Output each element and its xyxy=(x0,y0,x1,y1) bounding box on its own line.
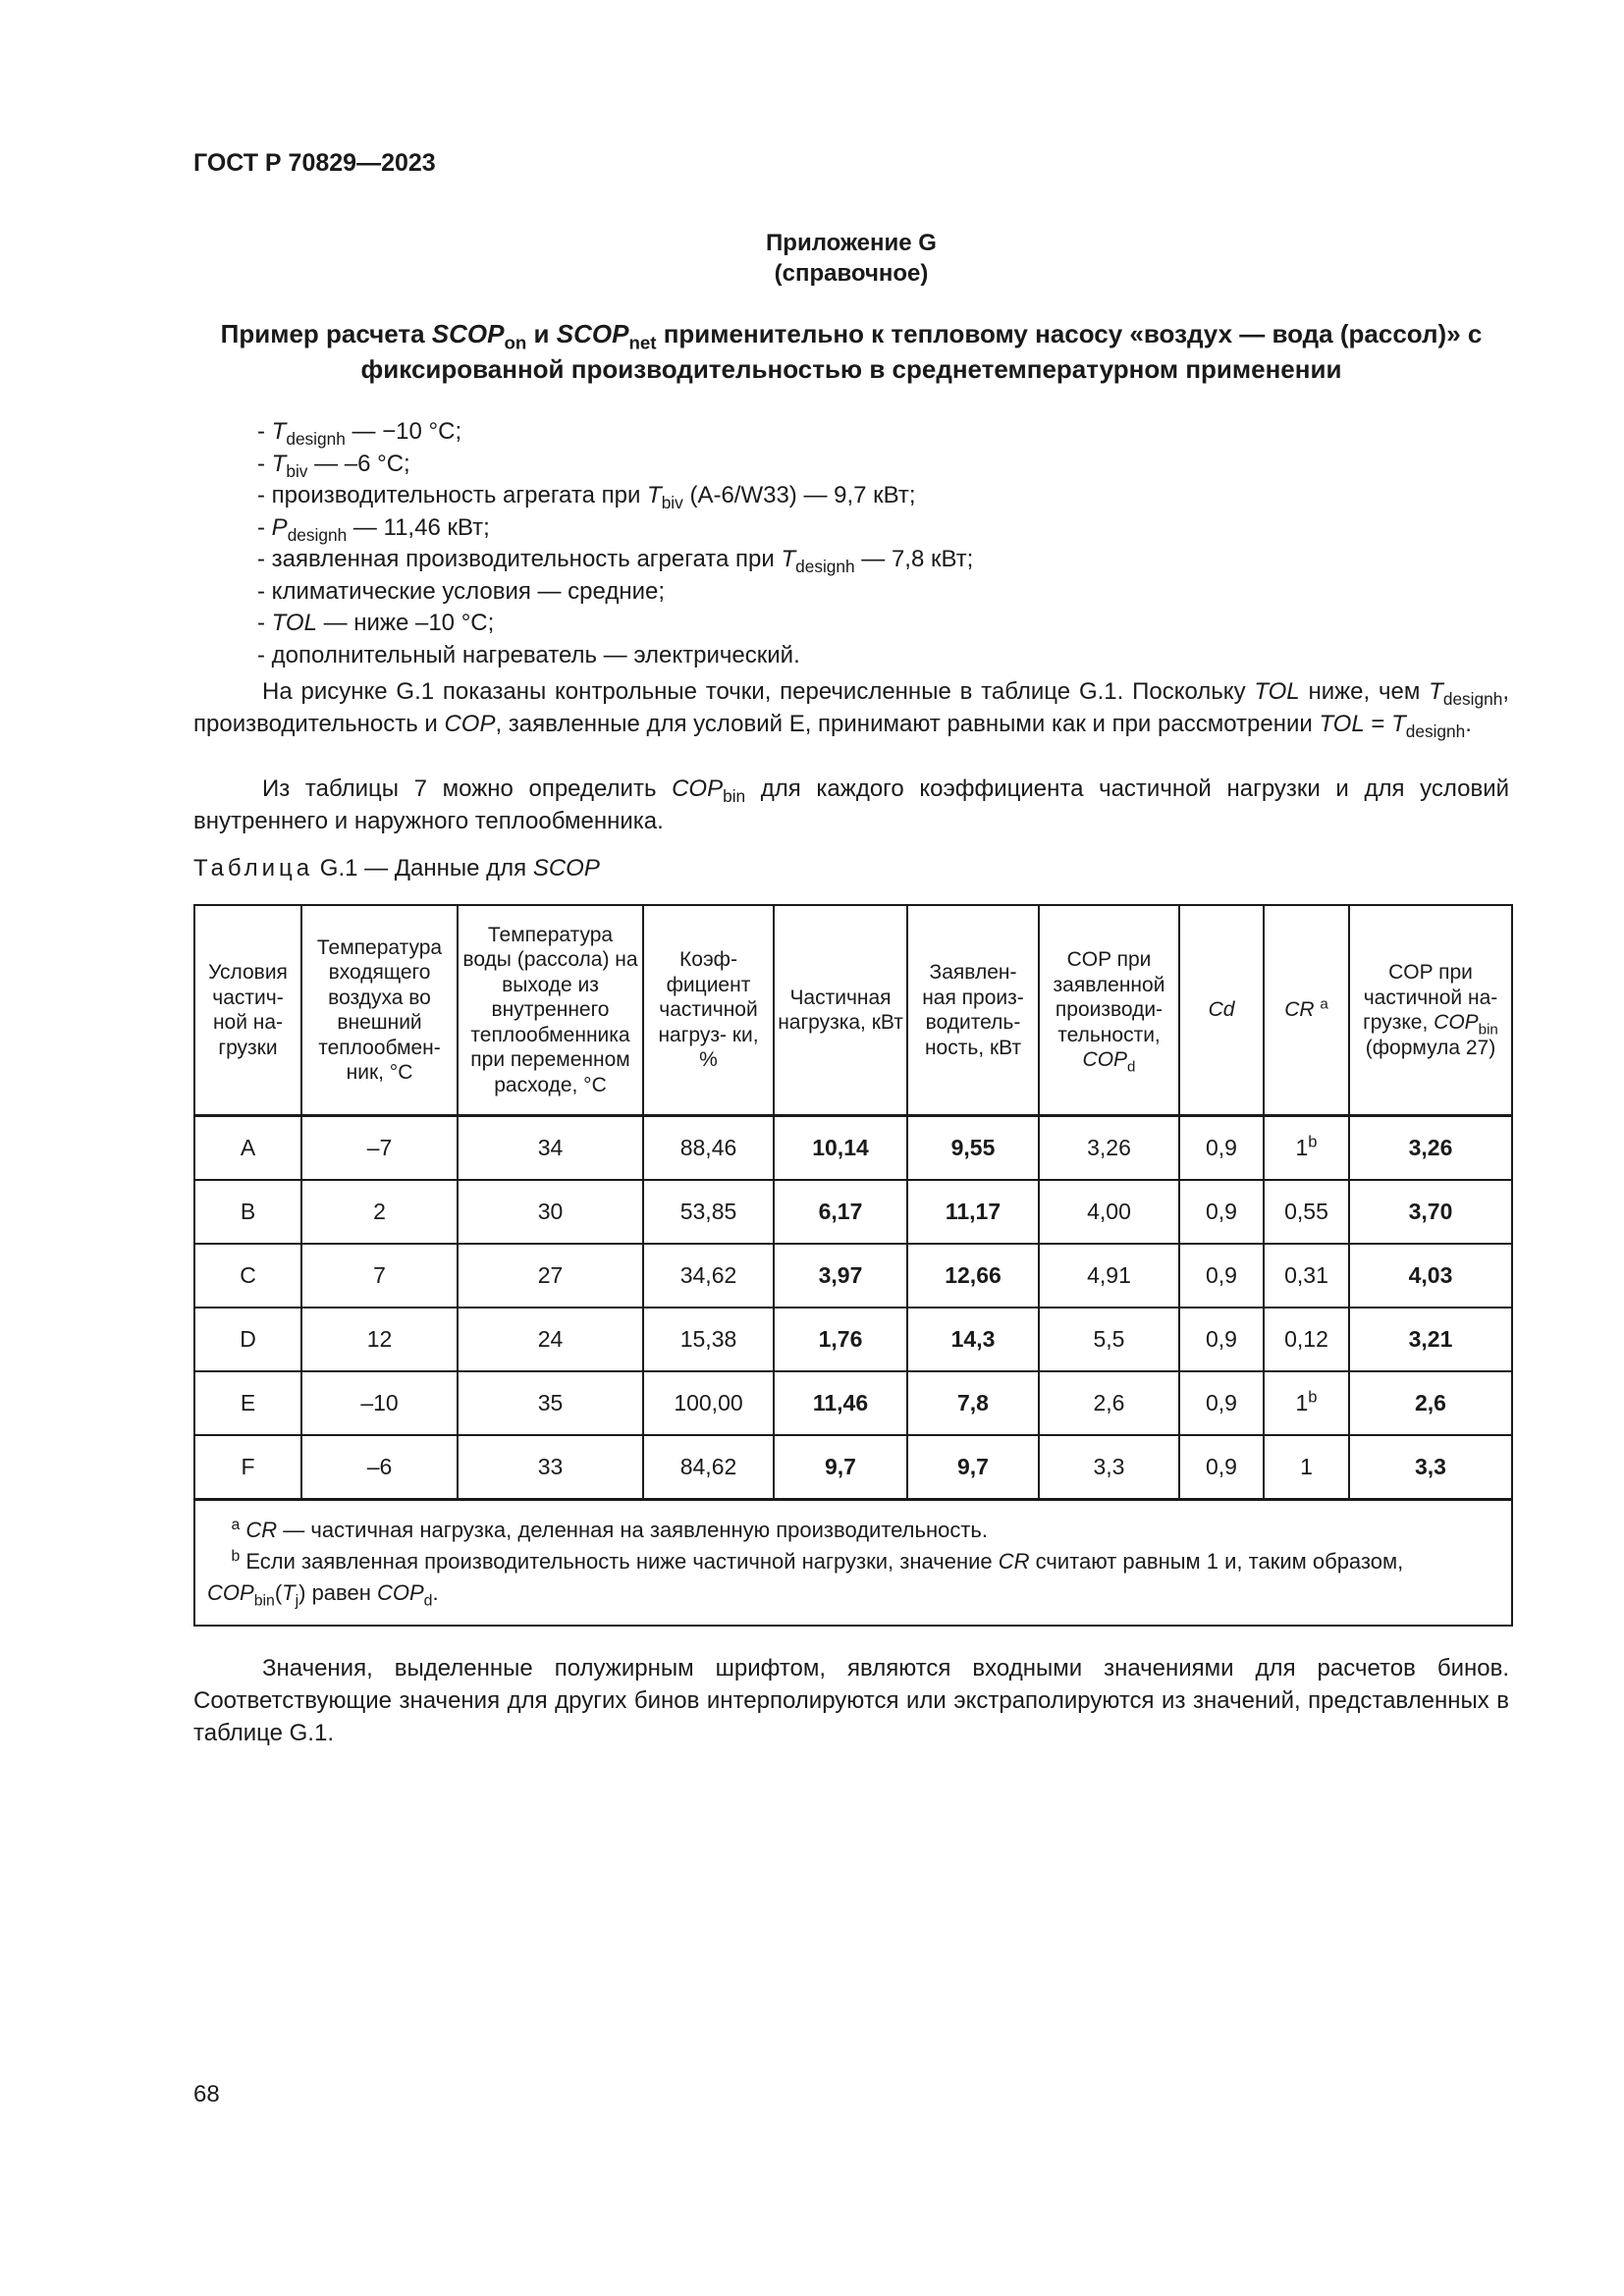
header-conditions: Условия частич- ной на- грузки xyxy=(194,905,301,1116)
cell-copbin: 3,3 xyxy=(1349,1435,1512,1500)
cell-cr: 1 xyxy=(1264,1435,1349,1500)
table-row xyxy=(194,1180,1512,1244)
cell-cond: C xyxy=(194,1244,301,1308)
cell-cd: 0,9 xyxy=(1179,1180,1264,1244)
cell-cd: 0,9 xyxy=(1179,1371,1264,1435)
list-item: - TOL — ниже –10 °C; xyxy=(257,610,495,636)
note-a: $^a$ CR — частичная нагрузка, деленная на заявленную производительность. xyxy=(231,1517,989,1542)
table-notes-row xyxy=(194,1500,1512,1627)
table-row xyxy=(194,1308,1512,1371)
cell-air: –7 xyxy=(301,1116,458,1181)
cell-cap: 7,8 xyxy=(907,1371,1039,1435)
cell-load: 3,97 xyxy=(774,1244,907,1308)
cell-cr: 1$^b$ xyxy=(1264,1371,1349,1435)
header-cr: CR $^a$ xyxy=(1264,905,1349,1116)
table-row xyxy=(194,1244,1512,1308)
cell-copd: 4,91 xyxy=(1039,1244,1179,1308)
cell-copd: 5,5 xyxy=(1039,1308,1179,1371)
annex-title: Приложение G xyxy=(766,230,937,256)
cell-cr: 0,55 xyxy=(1264,1180,1349,1244)
cell-cond: B xyxy=(194,1180,301,1244)
cell-ratio: 84,62 xyxy=(643,1435,774,1500)
table-row xyxy=(194,1435,1512,1500)
cell-cr: 0,31 xyxy=(1264,1244,1349,1308)
header-air-temp: Температура входящего воздуха во внешний теплообмен- ник, °С xyxy=(301,905,458,1116)
list-item: - климатические условия — средние; xyxy=(257,577,666,605)
cell-cond: F xyxy=(194,1435,301,1500)
page-number: 68 xyxy=(193,2081,220,2108)
cell-water: 27 xyxy=(458,1244,643,1308)
paragraph-bold-values-note: Значения, выделенные полужирным шрифтом, являются входными значениями для расчетов бинов. Соответствующие значения для других бинов интерполируются или экстраполируются из значений, представленных в таблице G.1. xyxy=(193,1655,1509,1746)
cell-copbin: 2,6 xyxy=(1349,1371,1512,1435)
scop-data-table xyxy=(193,904,1513,1627)
header-part-load: Частичная нагрузка, кВт xyxy=(774,905,907,1116)
header-cop-declared: COP при заявленной производи- тельности, $COP_d$ xyxy=(1039,905,1179,1116)
document-code: ГОСТ Р 70829—2023 xyxy=(193,149,436,177)
cell-copd: 2,6 xyxy=(1039,1371,1179,1435)
header-water-temp: Температура воды (рассола) на выходе из внутреннего теплообменника при переменном расходе, °С xyxy=(458,905,643,1116)
header-cd: Cd xyxy=(1179,905,1264,1116)
cell-water: 33 xyxy=(458,1435,643,1500)
header-load-ratio: Коэф- фициент частичной нагруз- ки, % xyxy=(643,905,774,1116)
cell-cr: 0,12 xyxy=(1264,1308,1349,1371)
header-declared-capacity: Заявлен- ная произ- водитель- ность, кВт xyxy=(907,905,1039,1116)
cell-copbin: 4,03 xyxy=(1349,1244,1512,1308)
table-caption: Таблица G.1 — Данные для SCOP xyxy=(193,855,600,881)
parameter-list xyxy=(257,416,973,671)
cell-cd: 0,9 xyxy=(1179,1435,1264,1500)
cell-cap: 12,66 xyxy=(907,1244,1039,1308)
cell-cond: E xyxy=(194,1371,301,1435)
cell-cd: 0,9 xyxy=(1179,1116,1264,1181)
cell-load: 6,17 xyxy=(774,1180,907,1244)
cell-water: 30 xyxy=(458,1180,643,1244)
cell-cond: D xyxy=(194,1308,301,1371)
header-cop-bin: COP при частичной на- грузке, $COP_{bin}$ (формула 27) xyxy=(1349,905,1512,1116)
cell-cd: 0,9 xyxy=(1179,1244,1264,1308)
cell-cd: 0,9 xyxy=(1179,1308,1264,1371)
paragraph-figure-reference: На рисунке G.1 показаны контрольные точки, перечисленные в таблице G.1. Поскольку TOL ниже, чем $T_{designh}$, производительность и COP, заявленные для условий E, принимают равными как и при рассмотрении TOL = $T_{designh}$. xyxy=(193,678,1509,742)
cell-ratio: 15,38 xyxy=(643,1308,774,1371)
cell-cap: 9,7 xyxy=(907,1435,1039,1500)
cell-load: 1,76 xyxy=(774,1308,907,1371)
paragraph-table-reference: Из таблицы 7 можно определить $COP_{bin}$ для каждого коэффициента частичной нагрузки и для условий внутреннего и наружного теплообменника. xyxy=(193,775,1510,834)
cell-water: 24 xyxy=(458,1308,643,1371)
cell-water: 35 xyxy=(458,1371,643,1435)
cell-air: –6 xyxy=(301,1435,458,1500)
annex-heading xyxy=(193,228,1509,289)
cell-ratio: 53,85 xyxy=(643,1180,774,1244)
cell-air: 7 xyxy=(301,1244,458,1308)
cell-ratio: 34,62 xyxy=(643,1244,774,1308)
main-title: Пример расчета $SCOP_{on}$ и $SCOP_{net}$ применительно к тепловому насосу «воздух — вода (рассол)» с фиксированной производительностью в среднетемпературном применении xyxy=(220,319,1483,384)
cell-copbin: 3,21 xyxy=(1349,1308,1512,1371)
cell-air: 2 xyxy=(301,1180,458,1244)
cell-copbin: 3,70 xyxy=(1349,1180,1512,1244)
cell-ratio: 88,46 xyxy=(643,1116,774,1181)
cell-water: 34 xyxy=(458,1116,643,1181)
table-notes xyxy=(194,1500,1512,1627)
cell-cond: A xyxy=(194,1116,301,1181)
table-row xyxy=(194,1371,1512,1435)
list-item: - заявленная производительность агрегата при $T_{designh}$ — 7,8 кВт; xyxy=(257,546,974,577)
cell-copd: 3,26 xyxy=(1039,1116,1179,1181)
cell-cap: 9,55 xyxy=(907,1116,1039,1181)
cell-cap: 11,17 xyxy=(907,1180,1039,1244)
table-row xyxy=(194,1116,1512,1181)
cell-air: 12 xyxy=(301,1308,458,1371)
cell-ratio: 100,00 xyxy=(643,1371,774,1435)
list-item: - $T_{designh}$ — −10 °C; xyxy=(257,418,462,450)
list-item: - производительность агрегата при $T_{biv}$ (A-6/W33) — 9,7 кВт; xyxy=(257,482,916,513)
cell-copd: 4,00 xyxy=(1039,1180,1179,1244)
cell-copbin: 3,26 xyxy=(1349,1116,1512,1181)
cell-cr: 1$^b$ xyxy=(1264,1116,1349,1181)
cell-load: 9,7 xyxy=(774,1435,907,1500)
cell-air: –10 xyxy=(301,1371,458,1435)
table-header-row xyxy=(194,905,1512,1116)
annex-type: (справочное) xyxy=(774,260,929,287)
note-b: $^b$ Если заявленная производительность ниже частичной нагрузки, значение CR считают равным 1 и, таким образом, $COP_{bin}(T_j)$ равен $COP_d$. xyxy=(207,1548,1404,1610)
list-item: - $P_{designh}$ — 11,46 кВт; xyxy=(257,513,490,545)
list-item: - $T_{biv}$ — –6 °C; xyxy=(257,450,410,481)
list-item: - дополнительный нагреватель — электрический. xyxy=(257,641,800,668)
cell-cap: 14,3 xyxy=(907,1308,1039,1371)
cell-load: 10,14 xyxy=(774,1116,907,1181)
cell-load: 11,46 xyxy=(774,1371,907,1435)
cell-copd: 3,3 xyxy=(1039,1435,1179,1500)
